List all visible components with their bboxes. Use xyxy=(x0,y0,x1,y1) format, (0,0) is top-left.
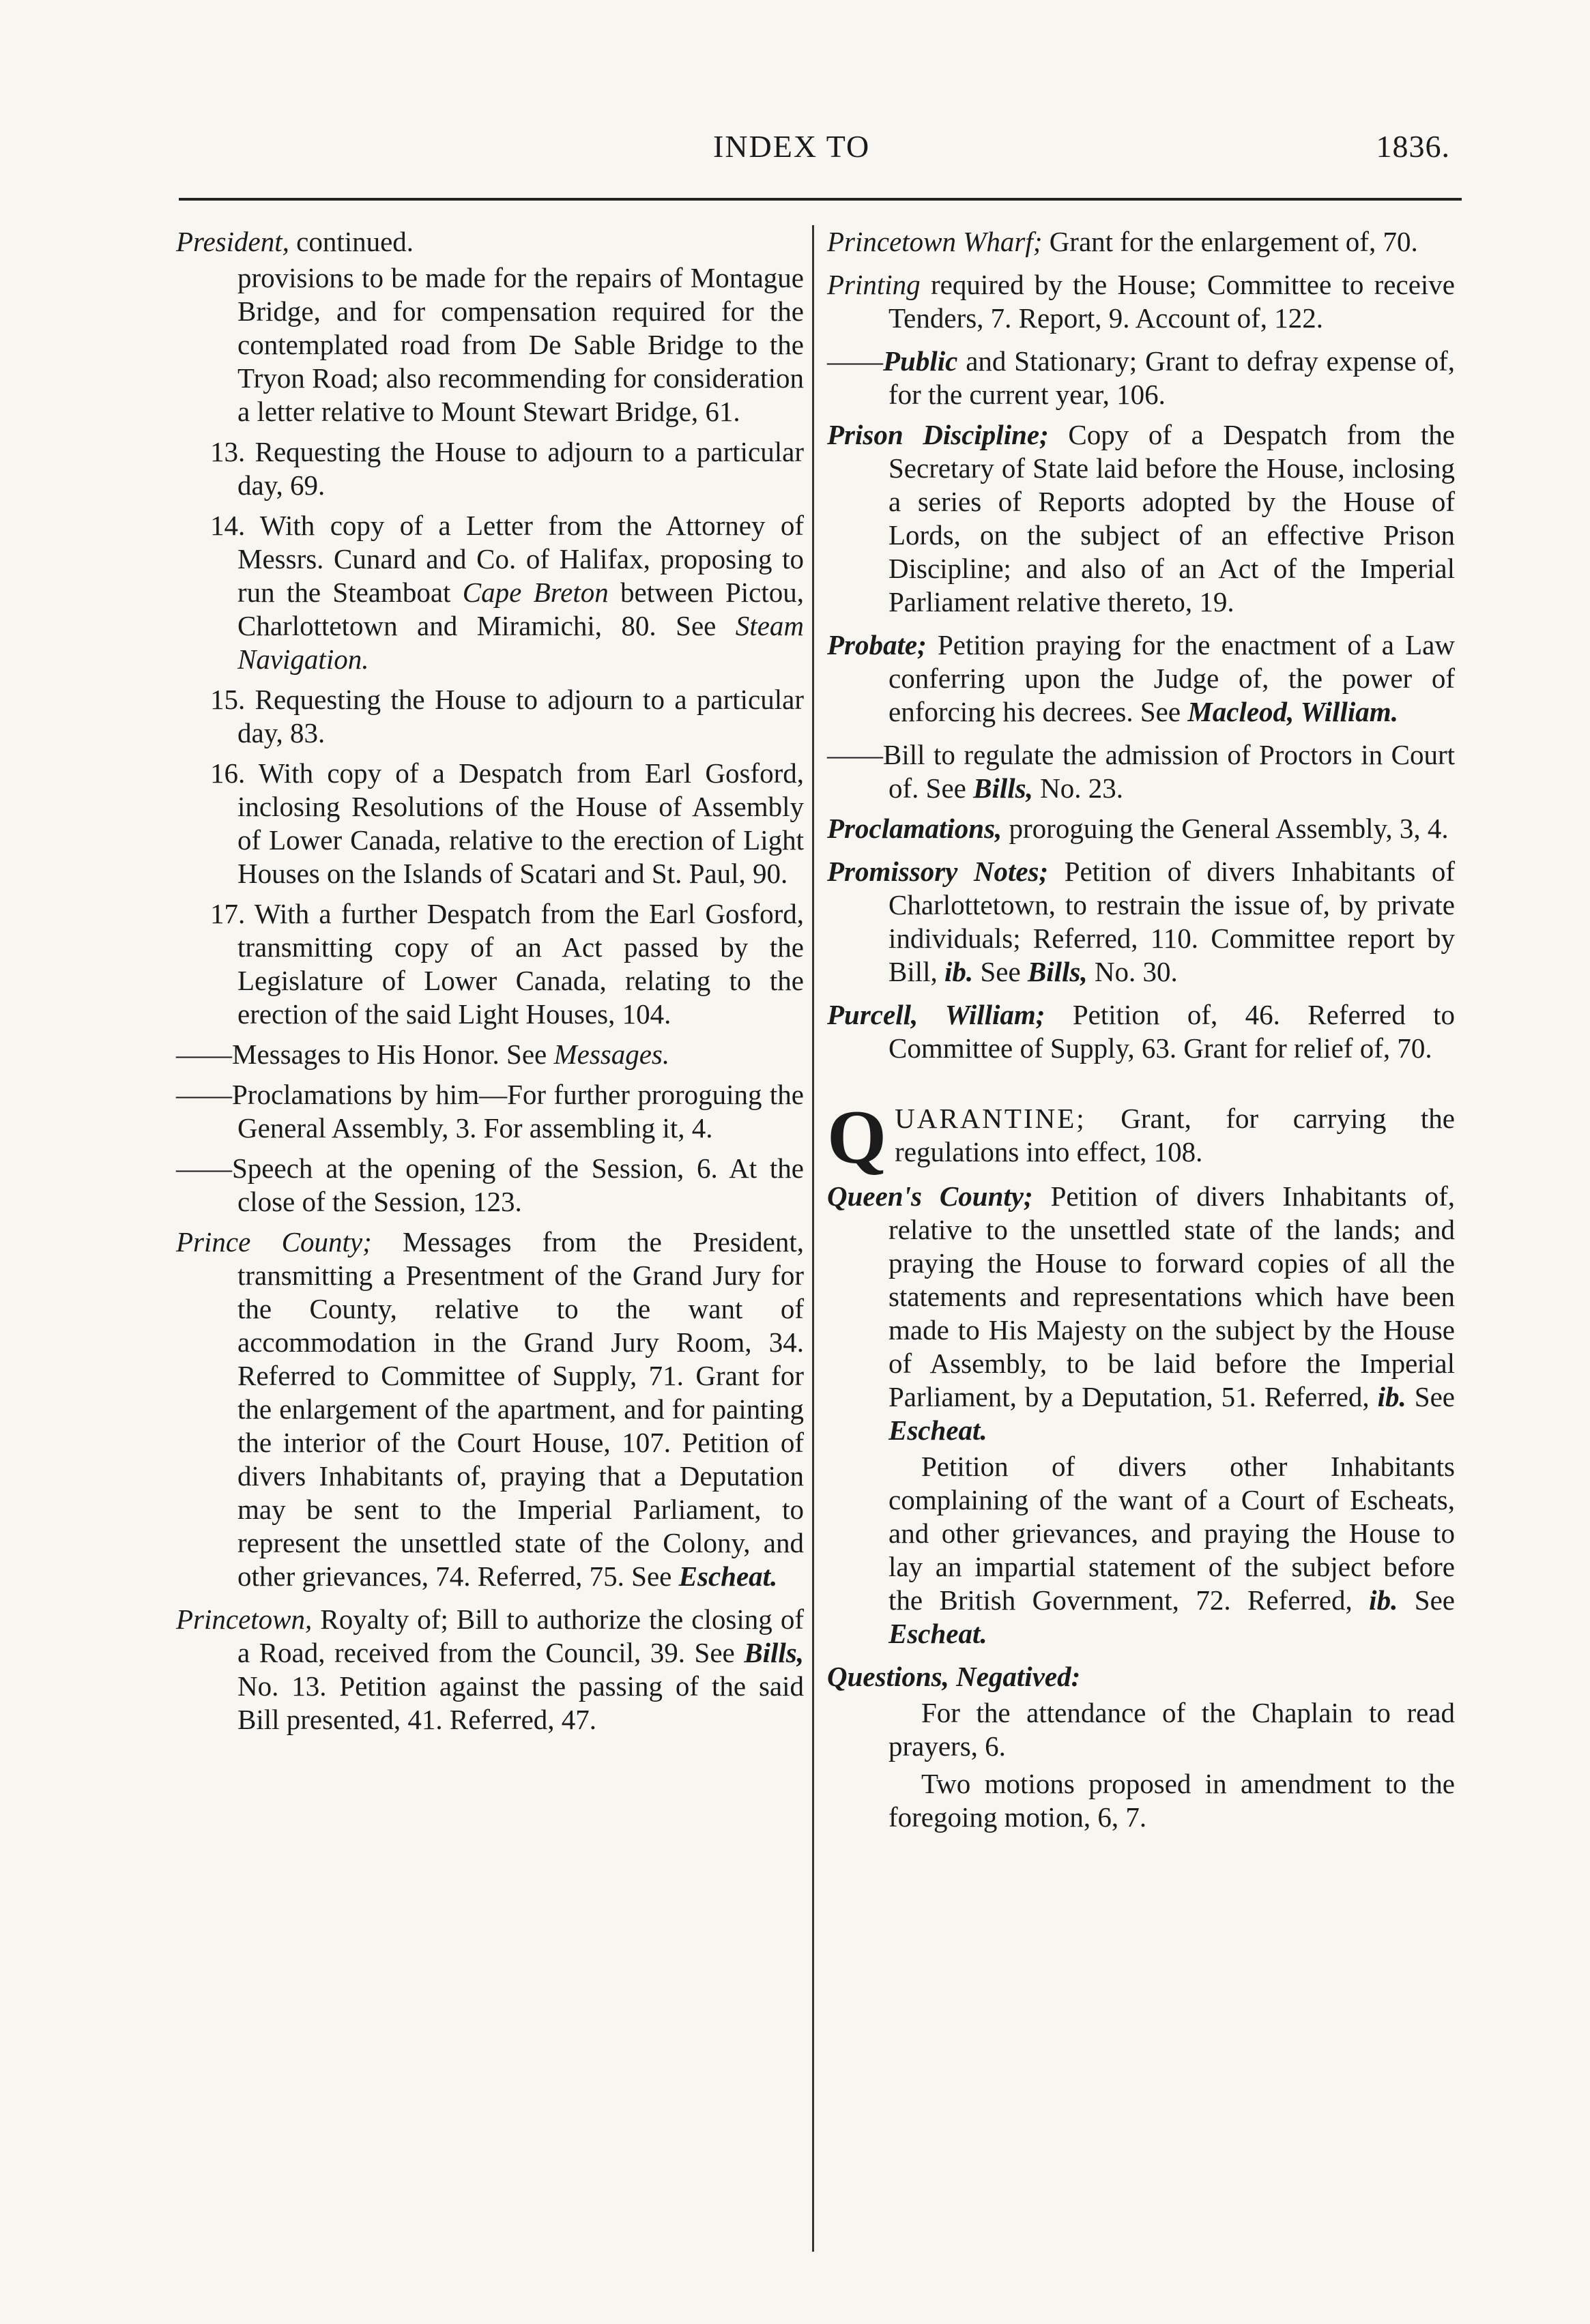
entry-proclamations-by-him: ——Proclamations by him—For further proroguing the General Assembly, 3. For assembling it, 4. xyxy=(176,1079,804,1144)
page-header xyxy=(174,128,1457,176)
see-reference: Escheat. xyxy=(888,1618,987,1649)
entry-public-stationary xyxy=(827,345,1455,411)
entry-queens-county xyxy=(827,1180,1455,1447)
headword-proclamations: Proclamations, xyxy=(827,813,1002,844)
entry-president-continued xyxy=(176,225,804,259)
notes-text: Petition of divers Inhabitants of Charlottetown, to restrain the issue of, by private individuals; Referred, 110. Committee report by Bill, xyxy=(888,856,1455,987)
entry-printing xyxy=(827,268,1455,335)
see-reference: Escheat. xyxy=(678,1560,778,1592)
header-rule xyxy=(179,198,1462,201)
headword-queens-county: Queen's County; xyxy=(827,1180,1033,1212)
entry-princetown xyxy=(176,1603,804,1737)
president-item-14 xyxy=(176,509,804,676)
see-reference: Bills, xyxy=(1027,956,1088,987)
entry-messages-to-honor xyxy=(176,1038,804,1071)
notes-text-b: See xyxy=(973,956,1028,987)
headword-prince-county: Prince County; xyxy=(176,1226,372,1258)
prince-county-text: Messages from the President, transmitting a Presentment of the Grand Jury for the County, relative to the want of accommodation in the Grand Jury Room, 34. Referred to Committee of Supply, 71. Grant for the enlargement of the apartment, and for painting the interior of the Court House, 107. Petition of divers Inhabitants of, praying that a Deputation may be sent to the Imperial Parliament, to represent the unsettled state of the Colony, and other grievances, 74. Referred, 75. See xyxy=(237,1226,804,1592)
right-column xyxy=(827,225,1455,1838)
headword-princetown-wharf: Princetown Wharf; xyxy=(827,226,1043,257)
messages-text: ——Messages to His Honor. See xyxy=(176,1038,554,1070)
item-14-text: 14. With copy of a Letter from the Attorney of Messrs. Cunard and Co. of Halifax, proposing to run the Steamboat xyxy=(210,510,804,608)
question-item-1: For the attendance of the Chaplain to read prayers, 6. xyxy=(888,1697,1455,1762)
president-item-16: 16. With copy of a Despatch from Earl Gosford, inclosing Resolutions of the House of Assembly of Lower Canada, relative to the erection of Light Houses on the Islands of Scatari and St. Paul, 90. xyxy=(210,757,804,889)
headword-president: President, xyxy=(176,226,289,257)
headword-questions-negatived: Questions, Negatived: xyxy=(827,1661,1081,1692)
entry-prince-county xyxy=(176,1225,804,1593)
bill-text-b: No. 23. xyxy=(1032,772,1123,804)
princetown-text: Royalty of; Bill to authorize the closing of a Road, received from the Council, 39. See xyxy=(237,1603,804,1668)
see-reference: Steam Navigation. xyxy=(237,610,804,675)
president-item-13: 13. Requesting the House to adjourn to a particular day, 69. xyxy=(210,436,804,501)
see-reference: Escheat. xyxy=(888,1414,987,1446)
wharf-text: Grant for the enlargement of, 70. xyxy=(1042,226,1418,257)
see-reference: Bills, xyxy=(973,772,1033,804)
public-text: and Stationary; Grant to defray expense of, for the current year, 106. xyxy=(888,345,1455,410)
entry-purcell-william xyxy=(827,998,1455,1065)
printing-text: required by the House; Committee to receive Tenders, 7. Report, 9. Account of, 122. xyxy=(888,269,1455,334)
question-item-2: Two motions proposed in amendment to the foregoing motion, 6, 7. xyxy=(888,1768,1455,1833)
headword-public: Public xyxy=(883,345,958,377)
bill-text: ——Bill to regulate the admission of Proctors in Court of. See xyxy=(827,739,1455,804)
ship-name: Cape Breton xyxy=(462,577,609,608)
queens-p2-text-b: See xyxy=(1398,1584,1455,1616)
queens-county-petition-2 xyxy=(827,1450,1455,1651)
ibid-reference: ib. xyxy=(1369,1584,1398,1616)
dash: —— xyxy=(827,345,883,377)
entry-probate xyxy=(827,628,1455,729)
headword-prison-discipline: Prison Discipline; xyxy=(827,419,1049,450)
see-reference: Macleod, William. xyxy=(1187,696,1398,727)
headword-promissory-notes: Promissory Notes; xyxy=(827,856,1049,887)
entry-promissory-notes xyxy=(827,855,1455,989)
president-item-15: 15. Requesting the House to adjourn to a particular day, 83. xyxy=(210,684,804,749)
notes-text-c: No. 30. xyxy=(1087,956,1178,987)
continued-label: continued. xyxy=(289,226,414,257)
column-divider xyxy=(812,225,814,2252)
president-item-17: 17. With a further Despatch from the Earl Gosford, transmitting copy of an Act passed by the Legislature of Lower Canada, relating to the erection of the said Light Houses, 104. xyxy=(210,898,804,1030)
entry-princetown-wharf xyxy=(827,225,1455,259)
entry-questions-negatived xyxy=(827,1660,1455,1694)
quarantine-text: Grant, for carrying the regulations into effect, 108. xyxy=(895,1103,1455,1167)
entry-quarantine xyxy=(827,1095,1455,1180)
item-14-text-b: between Pictou, Charlottetown and Miramichi, 80. See xyxy=(237,577,804,641)
drop-cap-q: Q xyxy=(827,1095,887,1180)
queens-text-b: See xyxy=(1406,1381,1455,1412)
president-item-12: provisions to be made for the repairs of Montague Bridge, and for compensation required for the contemplated road from De Sable Bridge to the Tryon Road; also recommending for consideration a letter relative to Mount Stewart Bridge, 61. xyxy=(237,262,804,427)
queens-text: Petition of divers Inhabitants of, relative to the unsettled state of the lands; and praying the House to forward copies of all the statements and representations which have been made to His Majesty on the subject by the House of Assembly, to be laid before the Imperial Parliament, by a Deputation, 51. Referred, xyxy=(888,1180,1455,1412)
headword-princetown: Princetown, xyxy=(176,1603,313,1635)
page-title: INDEX TO xyxy=(713,129,871,164)
entry-bill-proctors xyxy=(827,738,1455,805)
princetown-text-b: No. 13. Petition against the passing of the said Bill presented, 41. Referred, 47. xyxy=(237,1670,804,1735)
page-year: 1836. xyxy=(1376,129,1450,164)
entry-prison-discipline xyxy=(827,418,1455,619)
headword-printing: Printing xyxy=(827,269,921,300)
ibid-reference: ib. xyxy=(944,956,974,987)
see-reference: Bills, xyxy=(744,1637,804,1668)
left-column xyxy=(176,225,804,1746)
headword-quarantine: UARANTINE; xyxy=(895,1103,1086,1134)
headword-probate: Probate; xyxy=(827,629,927,660)
ibid-reference: ib. xyxy=(1377,1381,1406,1412)
probate-text: Petition praying for the enactment of a Law conferring upon the Judge of, the power of enforcing his decrees. See xyxy=(888,629,1455,727)
purcell-text: Petition of, 46. Referred to Committee of Supply, 63. Grant for relief of, 70. xyxy=(888,999,1455,1064)
entry-speech: ——Speech at the opening of the Session, 6. At the close of the Session, 123. xyxy=(176,1152,804,1217)
proclamations-text: proroguing the General Assembly, 3, 4. xyxy=(1002,813,1449,844)
headword-purcell-william: Purcell, William; xyxy=(827,999,1045,1030)
queens-p2-text: Petition of divers other Inhabitants complaining of the want of a Court of Escheats, and other grievances, and praying the House to lay an impartial statement of the subject before the British Government, 72. Referred, xyxy=(888,1451,1455,1616)
see-reference: Messages. xyxy=(553,1038,670,1070)
prison-text: Copy of a Despatch from the Secretary of State laid before the House, inclosing a series of Reports adopted by the House of Lords, on the subject of an effective Prison Discipline; and also of an Act of the Imperial Parliament relative thereto, 19. xyxy=(888,419,1455,618)
entry-proclamations xyxy=(827,812,1455,845)
